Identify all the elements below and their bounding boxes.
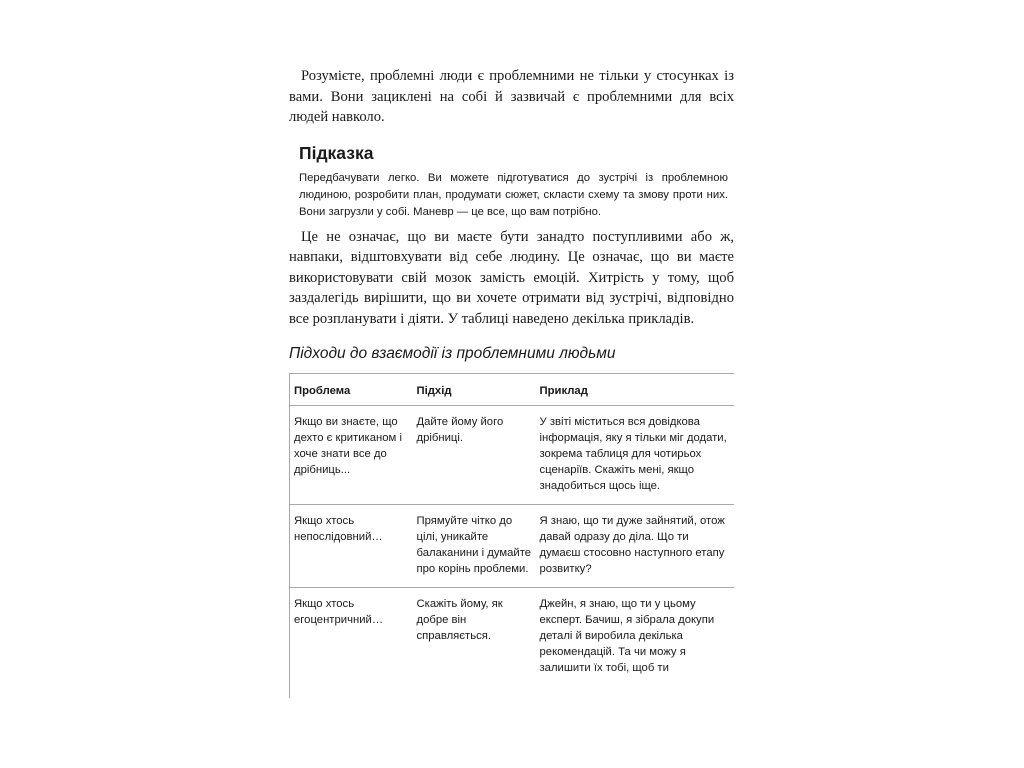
header-approach: Підхід bbox=[413, 374, 536, 406]
cell-approach: Прямуйте чітко до цілі, уникайте балаканини і думайте про корінь проблеми. bbox=[413, 505, 536, 588]
body-paragraph-1: Розумієте, проблемні люди є проблемними не тільки у стосунках із вами. Вони зациклені на собі й зазвичай є проблемними для всіх людей навколо. bbox=[289, 68, 734, 125]
approaches-table bbox=[289, 373, 734, 698]
cell-example: Джейн, я знаю, що ти у цьому експерт. Бачиш, я зібрала докупи деталі й виробила декілька рекомендацій. Та чи можу я залишити їх тобі, щоб ти bbox=[536, 588, 735, 699]
tip-box bbox=[289, 142, 734, 221]
cell-example: У звіті міститься вся довідкова інформація, яку я тільки міг додати, зокрема таблиця для чотирьох сценаріїв. Скажіть мені, якщо знадобиться щось іще. bbox=[536, 406, 735, 505]
cell-problem: Якщо ви знаєте, що дехто є критиканом і хоче знати все до дрібниць... bbox=[290, 406, 413, 505]
tip-title: Підказка bbox=[299, 142, 374, 163]
cell-problem: Якщо хтось непослідовний… bbox=[290, 505, 413, 588]
header-example: Приклад bbox=[536, 374, 735, 406]
tip-text: Передбачувати легко. Ви можете підготуватися до зустрічі із проблемною людиною, розробити план, продумати сюжет, скласти схему та змову проти них. Вони загрузли у собі. Маневр — це все, що вам потрібно. bbox=[299, 171, 728, 218]
cell-example: Я знаю, що ти дуже зайнятий, отож давай одразу до діла. Що ти думаєш стосовно наступного етапу розвитку? bbox=[536, 505, 735, 588]
table-row bbox=[290, 406, 735, 505]
table-title: Підходи до взаємодії із проблемними людьми bbox=[289, 345, 616, 362]
cell-approach: Скажіть йому, як добре він справляється. bbox=[413, 588, 536, 699]
cell-problem: Якщо хтось егоцентричний… bbox=[290, 588, 413, 699]
table-row bbox=[290, 588, 735, 699]
header-problem: Проблема bbox=[290, 374, 413, 406]
document-page bbox=[289, 66, 734, 713]
cell-approach: Дайте йому його дрібниці. bbox=[413, 406, 536, 505]
table-wrapper bbox=[289, 373, 734, 713]
body-paragraph-2: Це не означає, що ви маєте бути занадто поступливими або ж, навпаки, відштовхувати від себе людину. Це означає, що ви маєте використовувати свій мозок замість емоцій. Хитрість у тому, щоб заздалегідь вирішити, що ви хочете отримати від зустрічі, відповідно все розпланувати і діяти. У таблиці наведено декілька прикладів. bbox=[289, 228, 734, 327]
table-row bbox=[290, 505, 735, 588]
table-header-row bbox=[290, 374, 735, 406]
